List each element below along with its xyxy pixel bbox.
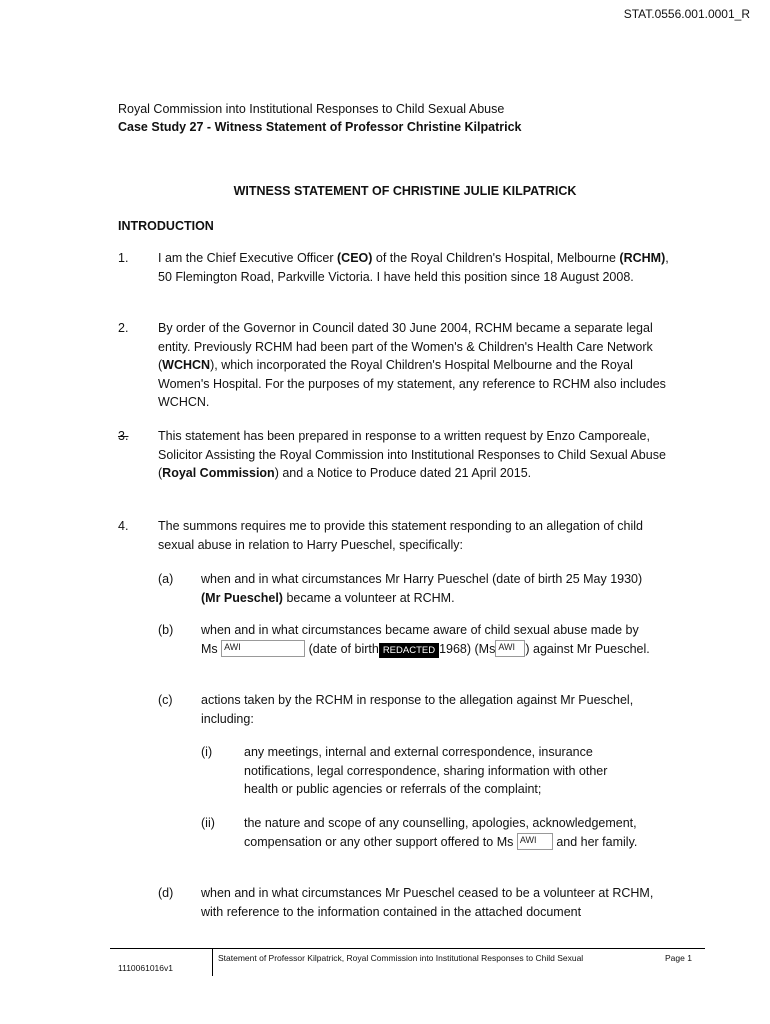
document-id: STAT.0556.001.0001_R [623,7,750,21]
list-item-c-ii [201,814,641,851]
text-run: when and in what circumstances Mr Harry Pueschel (date of birth 25 May 1930) [201,572,643,586]
redacted-name-box: AWI [221,640,305,657]
footer-page-number: Page 1 [665,953,692,963]
list-item-d [158,884,658,921]
text-run: and her family. [552,834,638,849]
footer-statement-title: Statement of Professor Kilpatrick, Royal Commission into Institutional Responses to Child Sexual [218,953,584,963]
header-case-study-line: Case Study 27 - Witness Statement of Professor Christine Kilpatrick [118,120,522,134]
paragraph-text [158,249,678,286]
item-text: actions taken by the RCHM in response to the allegation against Mr Pueschel, including: [201,693,634,726]
text-run: of the Royal Children's Hospital, Melbourne [372,251,620,265]
footer-rule [110,948,705,949]
text-run: , 50 Flemington Road, Parkville Victoria. I have held this position since 18 August 2008. [158,251,669,284]
defined-term: (RCHM) [619,251,666,265]
item-text: any meetings, internal and external correspondence, insurance notifications, legal correspondence, sharing information with other health or public agencies or referrals of the complaint; [244,745,608,796]
paragraph-3 [118,427,678,483]
paragraph-number: 4. [118,519,129,533]
item-text [201,570,658,607]
section-heading-introduction: INTRODUCTION [118,219,214,233]
footer-document-reference: 1110061016v1 [118,963,173,973]
paragraph-number: 2. [118,321,129,335]
paragraph-text: The summons requires me to provide this statement responding to an allegation of child sexual abuse in relation to Harry Pueschel, specifically: [158,519,643,552]
defined-term: (Mr Pueschel) [201,590,283,605]
text-run: This statement has been prepared in response to a written request by Enzo Camporeale, Solicitor Assisting the Royal Commission into Institutional Responses to Child Sexual Abuse ( [158,429,666,480]
text-run: ) and a Notice to Produce dated 21 April 2015. [274,466,532,480]
paragraph-2 [118,319,678,412]
item-number: (d) [158,886,174,900]
header-commission-line: Royal Commission into Institutional Responses to Child Sexual Abuse [118,102,505,116]
item-text [244,814,641,851]
text-run: ), which incorporated the Royal Children's Hospital Melbourne and the Royal Women's Hospital. For the purposes of my statement, any reference to RCHM also includes WCHCN. [158,358,666,409]
text-run: I am the Chief Executive Officer [158,251,338,265]
paragraph-4 [118,517,678,554]
text-run: when and in what circumstances became aware of child sexual abuse made by Ms [201,623,639,656]
text-run: By order of the Governor in Council dated 30 June 2004, RCHM became a separate legal entity. Previously RCHM had been part of the Women's & Children's Health Care Network ( [158,321,653,372]
text-run: ) against Mr Pueschel. [525,641,650,656]
defined-term: WCHCN [162,358,211,372]
list-item-a [158,570,658,607]
paragraph-text [158,427,678,483]
paragraph-number: 3. [118,429,129,443]
text-run: 1968) (Ms [439,641,496,656]
defined-term: (CEO) [337,251,373,265]
defined-term: Royal Commission [162,466,275,480]
item-number: (ii) [201,816,215,830]
paragraph-number: 1. [118,251,129,265]
statement-title: WITNESS STATEMENT OF CHRISTINE JULIE KILPATRICK [233,184,577,198]
list-item-c-i [201,743,641,799]
redacted-name-box: AWI [495,640,525,657]
list-item-b [158,621,658,658]
list-item-c [158,691,658,728]
text-run: became a volunteer at RCHM. [282,590,455,605]
footer-divider [212,948,213,976]
document-header [118,100,521,136]
item-number: (a) [158,572,174,586]
item-number: (c) [158,693,173,707]
item-number: (b) [158,623,174,637]
text-run: the nature and scope of any counselling, apologies, acknowledgement, compensation or any other support offered to Ms [244,816,637,849]
paragraph-text [158,319,678,412]
item-text: when and in what circumstances Mr Pueschel ceased to be a volunteer at RCHM, with reference to the information contained in the attached document [201,886,654,919]
paragraph-1 [118,249,678,286]
text-run: (date of birth [308,641,379,656]
redacted-date-block: REDACTED [379,643,439,658]
item-text [201,621,658,658]
item-number: (i) [201,745,213,759]
redacted-name-box: AWI [517,833,553,850]
